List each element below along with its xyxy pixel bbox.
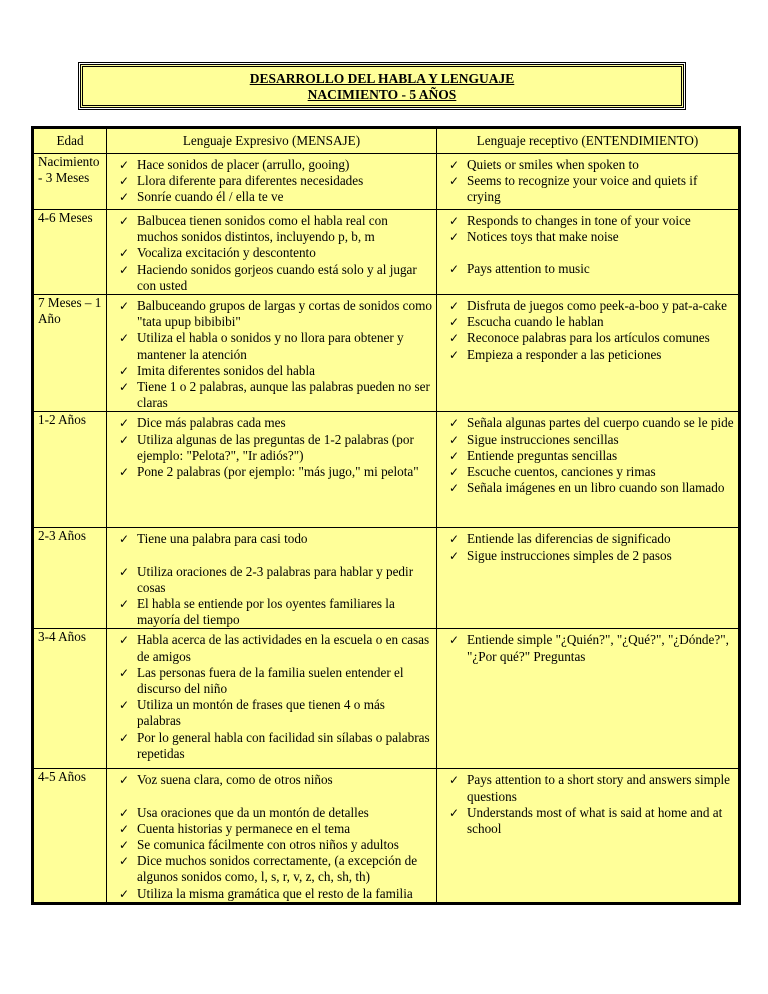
list-item-text: Vocaliza excitación y descontento [137,245,316,261]
spacer [111,789,432,805]
list-item-text: Señala algunas partes del cuerpo cuando se le pide [467,415,734,431]
list-item-text: Por lo general habla con facilidad sin sílabas o palabras repetidas [137,729,430,761]
list-item-text: Seems to recognize your voice and quiets if crying [467,173,698,205]
checkmark-icon: ✓ [119,380,130,395]
checkmark-icon: ✓ [119,158,130,172]
list-item [111,245,432,261]
list-item-text: Usa oraciones que da un montón de detalles [137,804,369,820]
list-item [441,548,734,564]
age-cell: 7 Meses – 1 Año [33,295,107,412]
list-item [111,213,432,245]
header-age: Edad [33,128,107,154]
age-cell: 3-4 Años [33,629,107,769]
list-item [441,229,734,245]
checkmark-icon: ✓ [449,230,460,245]
checkmark-icon: ✓ [119,773,130,788]
list-item [441,448,734,464]
expressive-cell [107,295,437,412]
list-item [441,772,734,804]
table-body [33,154,740,904]
checkmark-icon: ✓ [449,315,460,330]
list-item-text: Utiliza oraciones de 2-3 palabras para hablar y pedir cosas [137,563,414,595]
list-item [111,464,432,480]
checkmark-icon: ✓ [449,158,460,172]
expressive-list [111,154,432,206]
table-row [33,769,740,903]
expressive-list [111,769,432,901]
list-item-text: Habla acerca de las actividades en la escuela o en casas de amigos [137,632,430,664]
receptive-cell [437,295,740,412]
list-item [111,632,432,664]
list-item [441,330,734,346]
age-cell: Nacimiento - 3 Meses [33,154,107,210]
age-cell: 4-5 Años [33,769,107,903]
list-item-text: Empieza a responder a las peticiones [467,346,662,362]
list-item [441,480,734,496]
list-item-text: Pone 2 palabras (por ejemplo: "más jugo," mi pelota" [137,464,419,480]
expressive-list [111,528,432,628]
list-item-text: Balbucea tienen sonidos como el habla real con muchos sonidos distintos, incluyendo p, b, m [137,213,388,245]
checkmark-icon: ✓ [119,416,130,431]
receptive-cell [437,629,740,769]
checkmark-icon: ✓ [119,174,130,189]
checkmark-icon: ✓ [119,821,130,836]
table-row [33,295,740,412]
list-item [111,805,432,821]
checkmark-icon: ✓ [449,174,460,189]
list-item [111,853,432,885]
receptive-list [441,412,734,496]
list-item-text: Voz suena clara, como de otros niños [137,772,333,788]
list-item [441,157,734,173]
list-item [111,886,432,902]
list-item [111,330,432,362]
spacer [441,245,734,261]
list-item [441,464,734,480]
table-row [33,154,740,210]
checkmark-icon: ✓ [449,432,460,447]
table-row [33,629,740,769]
receptive-cell [437,412,740,528]
list-item [111,665,432,697]
list-item-text: Entiende simple "¿Quién?", "¿Qué?", "¿Dónde?", "¿Por qué?" Preguntas [467,632,729,664]
list-item-text: Las personas fuera de la familia suelen entender el discurso del niño [137,664,404,697]
checkmark-icon: ✓ [119,633,130,648]
list-item [441,347,734,363]
expressive-cell [107,629,437,769]
list-item [111,379,432,411]
checkmark-icon: ✓ [119,363,130,378]
list-item-text: Pays attention to music [467,261,590,277]
table-row [33,210,740,295]
table-header-row [33,128,740,154]
list-item-text: Pays attention to a short story and answers simple questions [467,772,730,804]
list-item-text: Notices toys that make noise [467,229,619,245]
list-item [441,261,734,277]
list-item-text: Dice más palabras cada mes [137,415,286,431]
list-item [111,432,432,464]
table-row [33,528,740,629]
receptive-list [441,769,734,837]
expressive-cell [107,210,437,295]
receptive-list [441,629,734,664]
expressive-cell [107,154,437,210]
checkmark-icon: ✓ [449,633,460,648]
expressive-cell [107,412,437,528]
list-item [111,363,432,379]
list-item-text: Sonríe cuando él / ella te ve [137,189,284,205]
receptive-list [441,528,734,563]
list-item [111,772,432,788]
list-item [111,415,432,431]
list-item-text: Se comunica fácilmente con otros niños y adultos [137,837,399,853]
expressive-list [111,295,432,411]
list-item-text: Hace sonidos de placer (arrullo, gooing) [137,157,350,172]
checkmark-icon: ✓ [449,548,460,563]
checkmark-icon: ✓ [449,347,460,362]
list-item-text: Señala imágenes en un libro cuando son llamado [467,480,725,496]
expressive-cell [107,528,437,629]
list-item [111,189,432,205]
list-item-text: Quiets or smiles when spoken to [467,157,639,172]
checkmark-icon: ✓ [119,597,130,612]
list-item [111,173,432,189]
header-expressive: Lenguaje Expresivo (MENSAJE) [107,128,437,154]
age-cell: 4-6 Meses [33,210,107,295]
list-item-text: Understands most of what is said at home and at school [467,804,723,837]
list-item-text: Utiliza algunas de las preguntas de 1-2 palabras (por ejemplo: "Pelota?", "Ir adiós?") [137,431,414,463]
expressive-cell [107,769,437,903]
list-item [441,173,734,205]
receptive-cell [437,210,740,295]
list-item [441,531,734,547]
receptive-list [441,295,734,363]
list-item-text: Imita diferentes sonidos del habla [137,362,315,378]
list-item [441,298,734,314]
list-item [111,262,432,294]
list-item [441,213,734,229]
receptive-list [441,154,734,206]
list-item-text: Entiende las diferencias de significado [467,531,671,547]
checkmark-icon: ✓ [119,465,130,480]
checkmark-icon: ✓ [449,416,460,431]
list-item [441,314,734,330]
receptive-list [441,210,734,278]
list-item-text: Sigue instrucciones sencillas [467,431,619,447]
checkmark-icon: ✓ [449,214,460,228]
expressive-list [111,412,432,480]
list-item [111,564,432,596]
list-item [441,632,734,664]
checkmark-icon: ✓ [449,805,460,820]
checkmark-icon: ✓ [119,886,130,901]
document-title [80,64,684,108]
checkmark-icon: ✓ [119,214,130,228]
checkmark-icon: ✓ [449,331,460,346]
checkmark-icon: ✓ [119,246,130,261]
spacer [111,548,432,564]
list-item [111,697,432,729]
list-item-text: Escuche cuentos, canciones y rimas [467,464,656,480]
checkmark-icon: ✓ [119,564,130,579]
list-item-text: Tiene 1 o 2 palabras, aunque las palabras pueden no ser claras [137,379,430,411]
list-item-text: Tiene una palabra para casi todo [137,531,308,547]
list-item-text: Utiliza un montón de frases que tienen 4 o más palabras [137,697,385,729]
receptive-cell [437,154,740,210]
list-item-text: Utiliza el habla o sonidos y no llora para obtener y mantener la atención [137,330,404,362]
checkmark-icon: ✓ [119,805,130,820]
checkmark-icon: ✓ [119,262,130,277]
table-row [33,412,740,528]
list-item-text: Cuenta historias y permanece en el tema [137,820,351,836]
list-item [441,432,734,448]
checkmark-icon: ✓ [119,432,130,447]
age-cell: 2-3 Años [33,528,107,629]
checkmark-icon: ✓ [449,299,460,314]
list-item [111,730,432,762]
list-item-text: Reconoce palabras para los artículos comunes [467,330,710,346]
checkmark-icon: ✓ [119,665,130,680]
expressive-list [111,210,432,294]
title-line-2: NACIMIENTO - 5 AÑOS [307,87,457,102]
list-item-text: Escucha cuando le hablan [467,314,604,330]
checkmark-icon: ✓ [449,448,460,463]
list-item-text: Haciendo sonidos gorjeos cuando está solo y al jugar con usted [137,261,417,293]
receptive-cell [437,769,740,903]
checkmark-icon: ✓ [449,532,460,547]
list-item [441,415,734,431]
checkmark-icon: ✓ [449,773,460,788]
checkmark-icon: ✓ [119,190,130,205]
age-cell: 1-2 Años [33,412,107,528]
checkmark-icon: ✓ [449,262,460,277]
list-item [111,821,432,837]
list-item-text: Dice muchos sonidos correctamente, (a excepción de algunos sonidos como, l, s, r, v, z, ch, sh, th) [137,853,418,885]
checkmark-icon: ✓ [119,299,130,314]
list-item [111,837,432,853]
development-table [31,126,741,905]
list-item-text: Utiliza la misma gramática que el resto de la familia [137,885,413,901]
checkmark-icon: ✓ [119,730,130,745]
header-receptive: Lenguaje receptivo (ENTENDIMIENTO) [437,128,740,154]
expressive-list [111,629,432,762]
checkmark-icon: ✓ [119,854,130,869]
checkmark-icon: ✓ [449,481,460,496]
list-item [111,157,432,173]
list-item [111,596,432,628]
list-item-text: Entiende preguntas sencillas [467,447,618,463]
list-item [111,298,432,330]
list-item-text: Disfruta de juegos como peek-a-boo y pat-a-cake [467,298,727,314]
checkmark-icon: ✓ [449,465,460,480]
checkmark-icon: ✓ [119,532,130,547]
list-item-text: Sigue instrucciones simples de 2 pasos [467,547,672,563]
list-item-text: Responds to changes in tone of your voice [467,213,691,228]
receptive-cell [437,528,740,629]
checkmark-icon: ✓ [119,331,130,346]
list-item-text: Balbuceando grupos de largas y cortas de sonidos como "tata upup bibibibi" [137,298,432,330]
list-item [111,531,432,547]
title-line-1: DESARROLLO DEL HABLA Y LENGUAJE [249,71,515,86]
list-item-text: El habla se entiende por los oyentes familiares la mayoría del tiempo [137,596,395,628]
list-item [441,805,734,837]
list-item-text: Llora diferente para diferentes necesidades [137,173,364,189]
checkmark-icon: ✓ [119,698,130,713]
checkmark-icon: ✓ [119,838,130,853]
